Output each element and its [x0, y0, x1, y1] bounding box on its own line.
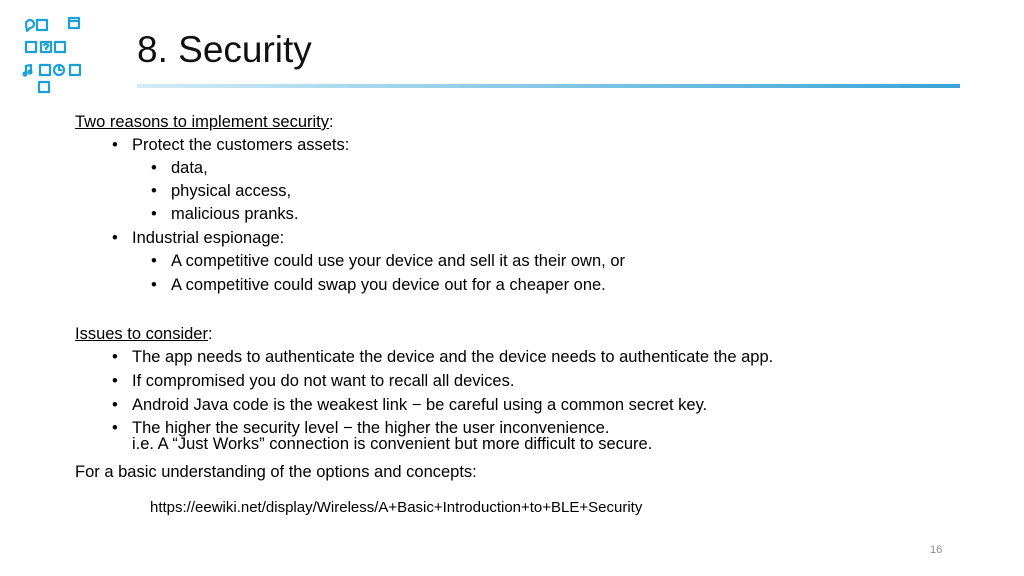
list-item: • malicious pranks. — [151, 205, 299, 223]
list-item: • If compromised you do not want to recall all devices. — [112, 372, 515, 390]
list-item: • The higher the security level − the higher the user inconvenience. — [112, 419, 610, 437]
list-item: • Industrial espionage: — [112, 229, 285, 247]
footer-text: For a basic understanding of the options and concepts: — [75, 463, 477, 481]
reference-link[interactable]: https://eewiki.net/display/Wireless/A+Basic+Introduction+to+BLE+Security — [150, 499, 643, 516]
slide-title: 8. Security — [137, 29, 312, 70]
section-heading-reasons: Two reasons to implement security: — [75, 113, 334, 131]
list-item: • The app needs to authenticate the device and the device needs to authenticate the app. — [112, 348, 774, 366]
list-item: • A competitive could use your device and sell it as their own, or — [151, 252, 625, 270]
list-item: • Protect the customers assets: — [112, 136, 350, 154]
slide-page-number: 16 — [930, 544, 943, 556]
list-item-continuation: i.e. A “Just Works” connection is convenient but more difficult to secure. — [132, 435, 653, 453]
list-item: • A competitive could swap you device out for a cheaper one. — [151, 276, 606, 294]
list-item: • physical access, — [151, 182, 292, 200]
list-item: • Android Java code is the weakest link − be careful using a common secret key. — [112, 396, 708, 414]
list-item: • data, — [151, 159, 208, 177]
section-heading-issues: Issues to consider: — [75, 325, 213, 343]
